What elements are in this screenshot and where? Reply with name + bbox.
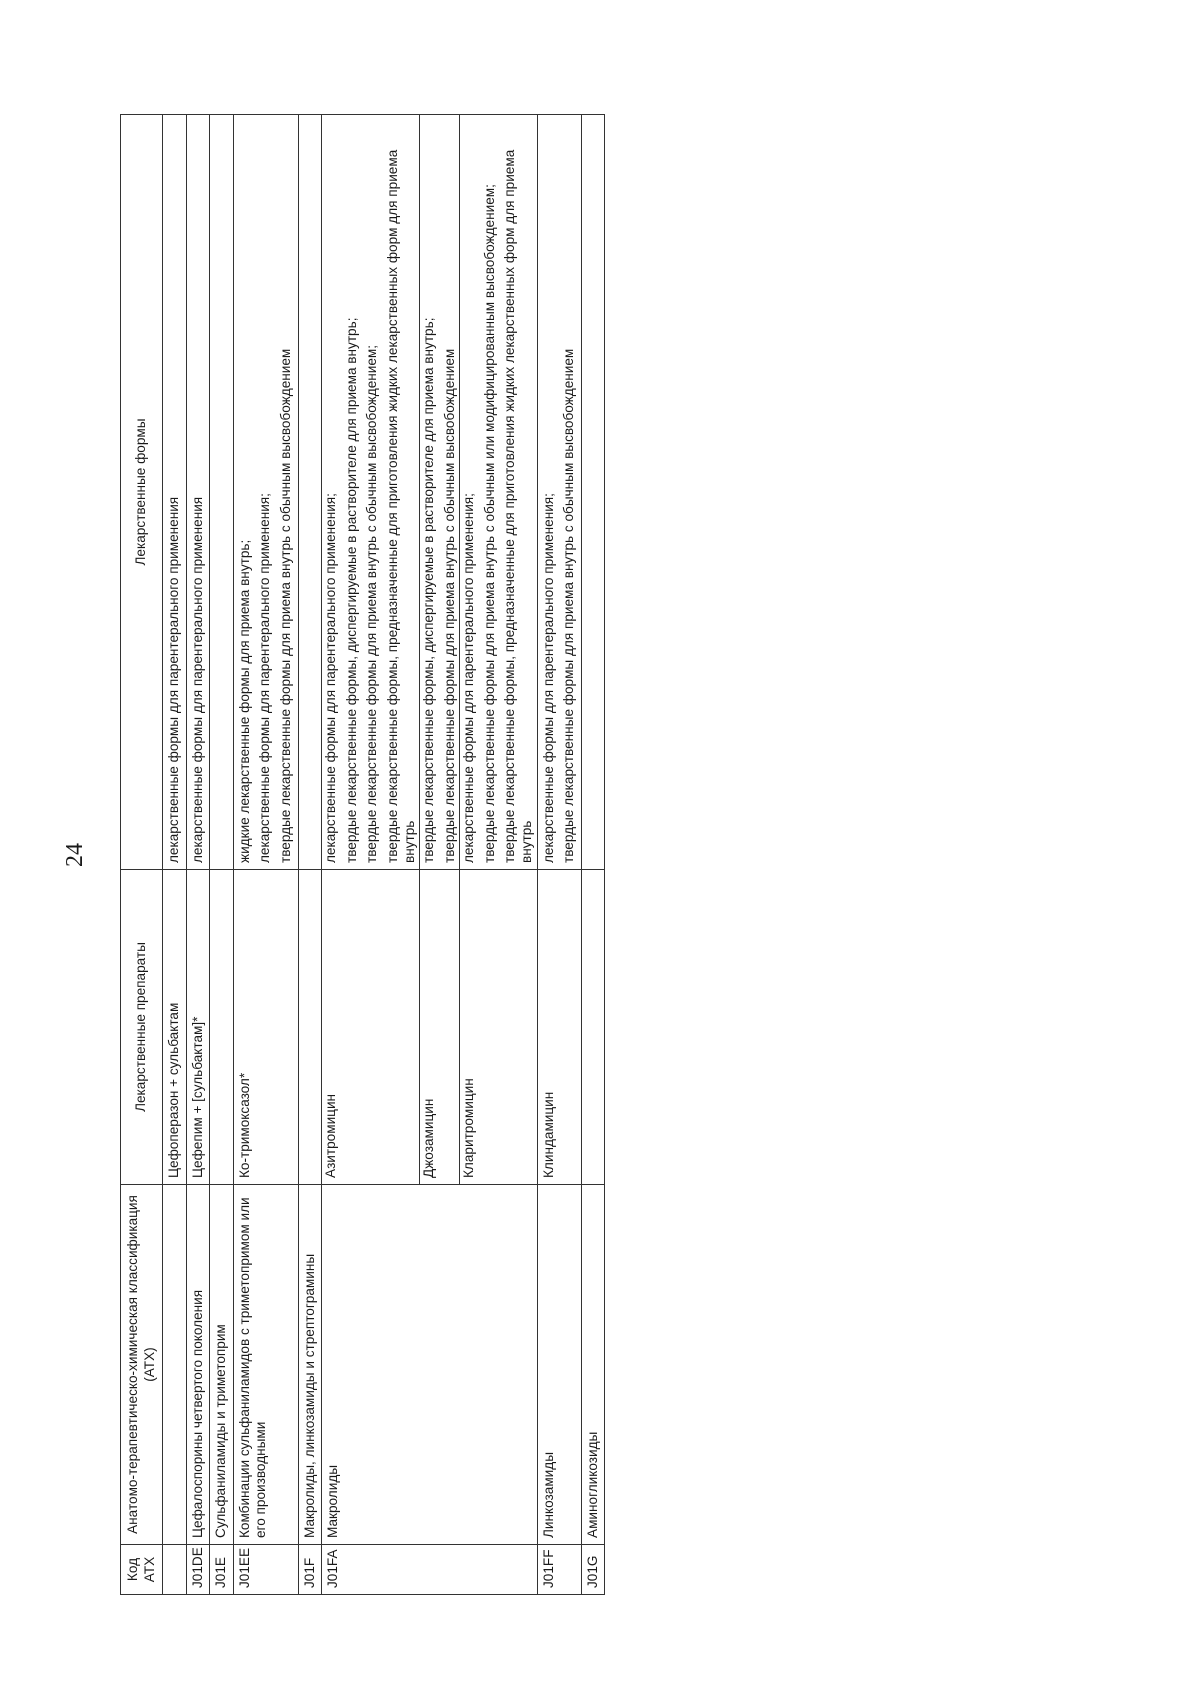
forms-cell: [537, 115, 581, 870]
forms-cell: [298, 115, 322, 870]
drug-cell: Клиндамицин: [537, 870, 581, 1185]
form-line: лекарственные формы для парентерального применения: [189, 496, 205, 863]
table-header-row: [121, 115, 163, 1595]
drug-cell: Азитромицин: [322, 870, 420, 1185]
form-line: твердые лекарственные формы для приема внутрь с обычным высвобождением: [278, 348, 294, 863]
form-line: твердые лекарственные формы для приема внутрь с обычным высвобождением: [561, 348, 577, 863]
table-row: [186, 115, 210, 1595]
classification-cell: Линкозамиды: [537, 1185, 581, 1545]
code-cell: J01DE: [186, 1545, 210, 1595]
classification-cell: Макролиды, линкозамиды и стрептограмины: [298, 1185, 322, 1545]
rotated-page: [62, 115, 1040, 1595]
code-cell: J01EE: [233, 1545, 298, 1595]
forms-cell: [186, 115, 210, 870]
code-cell: J01FA: [322, 1545, 537, 1595]
forms-cell: [163, 115, 187, 870]
drug-cell: Цефоперазон + сульбактам: [163, 870, 187, 1185]
code-cell: J01E: [210, 1545, 234, 1595]
classification-cell: Аминогликозиды: [581, 1185, 605, 1545]
form-line: твердые лекарственные формы для приема внутрь с обычным или модифицированным высвобождением;: [481, 184, 497, 863]
form-line: твердые лекарственные формы для приема внутрь с обычным высвобождением;: [364, 344, 380, 863]
code-cell: J01F: [298, 1545, 322, 1595]
header-classification: Анатомо-терапевтическо-химическая классификация (АТХ): [121, 1185, 163, 1545]
classification-cell: Цефалоспорины четвертого поколения: [186, 1185, 210, 1545]
drug-cell: Джозамицин: [420, 870, 460, 1185]
form-line: лекарственные формы для парентерального применения;: [257, 493, 273, 863]
header-drugs: Лекарственные препараты: [121, 870, 163, 1185]
table-row: [298, 115, 322, 1595]
forms-cell: [460, 115, 537, 870]
classification-cell: [163, 1185, 187, 1545]
form-line: лекарственные формы для парентерального применения;: [461, 493, 477, 863]
header-forms: Лекарственные формы: [121, 115, 163, 870]
forms-cell: [233, 115, 298, 870]
drug-cell: [210, 870, 234, 1185]
code-cell: J01FF: [537, 1545, 581, 1595]
code-cell: [163, 1545, 187, 1595]
table-row: [581, 115, 605, 1595]
form-line: лекарственные формы для парентерального применения;: [323, 493, 339, 863]
table-row: [210, 115, 234, 1595]
drug-cell: Ко-тримоксазол*: [233, 870, 298, 1185]
form-line: твердые лекарственные формы, диспергируемые в растворителе для приема внутрь;: [343, 317, 359, 863]
classification-cell: Сульфаниламиды и триметоприм: [210, 1185, 234, 1545]
forms-cell: [420, 115, 460, 870]
table-row: [233, 115, 298, 1595]
forms-cell: [322, 115, 420, 870]
form-line: жидкие лекарственные формы для приема внутрь;: [236, 539, 252, 863]
code-cell: J01G: [581, 1545, 605, 1595]
drug-cell: Кларитромицин: [460, 870, 537, 1185]
forms-cell: [581, 115, 605, 870]
atc-table: [120, 114, 605, 1595]
form-line: твердые лекарственные формы для приема внутрь с обычным высвобождением: [441, 348, 457, 863]
table-row: [322, 115, 420, 1595]
table-row: [537, 115, 581, 1595]
drug-cell: [581, 870, 605, 1185]
classification-cell: Макролиды: [322, 1185, 537, 1545]
page-number: 24: [62, 843, 88, 867]
forms-cell: [210, 115, 234, 870]
form-line: твердые лекарственные формы, диспергируемые в растворителе для приема внутрь;: [421, 317, 437, 863]
drug-cell: Цефепим + [сульбактам]*: [186, 870, 210, 1185]
table-body: [163, 115, 605, 1595]
table-row: [163, 115, 187, 1595]
form-line: лекарственные формы для парентерального применения;: [540, 493, 556, 863]
classification-cell: Комбинации сульфаниламидов с триметопримом или его производными: [233, 1185, 298, 1545]
form-line: твердые лекарственные формы, предназначенные для приготовления жидких лекарственных форм для приема внутрь: [502, 149, 534, 863]
drug-cell: [298, 870, 322, 1185]
form-line: лекарственные формы для парентерального применения: [166, 496, 182, 863]
header-code: Код АТХ: [121, 1545, 163, 1595]
form-line: твердые лекарственные формы, предназначенные для приготовления жидких лекарственных форм для приема внутрь: [384, 149, 417, 863]
